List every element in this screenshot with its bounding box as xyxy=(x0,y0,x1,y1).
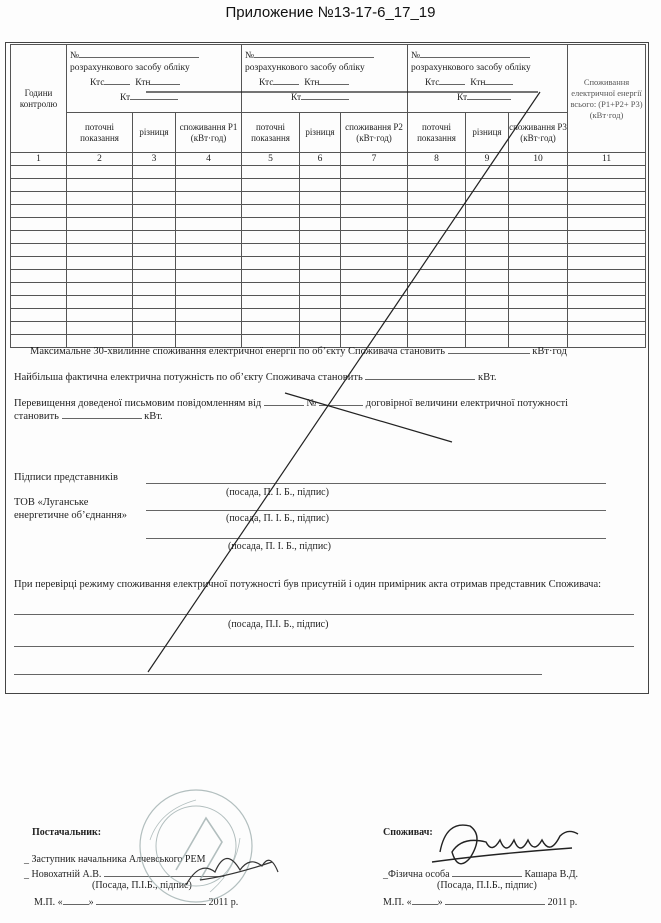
col-number: 6 xyxy=(300,153,341,166)
col-number: 2 xyxy=(67,153,133,166)
col-number: 1 xyxy=(11,153,67,166)
strike-diagonal-line xyxy=(148,92,540,672)
supplier-date: М.П. « » 2011 р. xyxy=(34,894,238,909)
col-number: 9 xyxy=(466,153,509,166)
rep-caption-2: (посада, П. І. Б., підпис) xyxy=(226,513,329,524)
meter-2-header: № розрахункового засобу обліку Ктс Ктн Кт xyxy=(242,45,408,113)
consumer-position: _Фізична особа Кашара В.Д. xyxy=(383,866,578,881)
meter-1-readings-header: поточні показання xyxy=(67,113,133,153)
reps-label: Підписи представників xyxy=(14,472,118,483)
total-consumption-header: Споживання електричної енергії всього: (Р1+Р2+ Р3) (кВт·год) xyxy=(568,45,646,153)
supplier-caption: (Посада, П.І.Б., підпис) xyxy=(92,880,192,891)
meter-3-consumption-header: споживання Р3 (кВт·год) xyxy=(509,113,568,153)
meter-2-readings-header: поточні показання xyxy=(242,113,300,153)
supplier-name: _ Новохатній А.В. xyxy=(24,866,224,881)
strike-cross-line xyxy=(285,393,452,442)
meter-2-diff-header: різниця xyxy=(300,113,341,153)
meter-1-diff-header: різниця xyxy=(133,113,176,153)
col-number: 7 xyxy=(341,153,408,166)
meter-3-diff-header: різниця xyxy=(466,113,509,153)
meter-2-consumption-header: споживання Р2 (кВт·год) xyxy=(341,113,408,153)
rep-caption-3: (посада, П. І. Б., підпис) xyxy=(228,541,331,552)
hours-header: Години контролю xyxy=(11,45,67,153)
consumer-caption-footer: (Посада, П.І.Б., підпис) xyxy=(437,880,537,891)
max30-line: Максимальне 30-хвилинне споживання електричної енергії по об’єкту Споживача становить кВт·год xyxy=(30,343,567,357)
exceed-line-2: становить кВт. xyxy=(14,408,163,422)
document-header: Приложение №13-17-6_17_19 xyxy=(225,4,436,21)
stamp-seal xyxy=(140,790,252,902)
consumer-caption: (посада, П.І. Б., підпис) xyxy=(228,619,329,630)
supplier-title: Постачальник: xyxy=(32,827,102,838)
rep-caption-1: (посада, П. І. Б., підпис) xyxy=(226,487,329,498)
meter-1-header: № розрахункового засобу обліку Ктс Ктн Кт xyxy=(67,45,242,113)
max-power-line: Найбільша фактична електрична потужність по об’єкту Споживача становить кВт. xyxy=(14,369,497,383)
col-number: 4 xyxy=(176,153,242,166)
col-number: 5 xyxy=(242,153,300,166)
exceed-line-1: Перевищення доведеної письмовим повідомленням від № договірної величини електричної потужності xyxy=(14,395,568,409)
col-number: 11 xyxy=(568,153,646,166)
col-number: 3 xyxy=(133,153,176,166)
col-number: 10 xyxy=(509,153,568,166)
col-number: 8 xyxy=(408,153,466,166)
consumer-title: Споживач: xyxy=(383,827,433,838)
meter-3-header: № розрахункового засобу обліку Ктс Ктн Кт xyxy=(408,45,568,113)
consumer-note: При перевірці режиму споживання електричної потужності був присутній і один примірник акта отримав представник Споживача: xyxy=(14,579,602,590)
meter-3-readings-header: поточні показання xyxy=(408,113,466,153)
consumer-signature xyxy=(432,825,578,864)
supplier-position: _ Заступник начальника Алчевського РЕМ xyxy=(24,854,206,865)
meter-1-consumption-header: споживання Р1 (кВт·год) xyxy=(176,113,242,153)
consumer-date: М.П. « » 2011 р. xyxy=(383,894,577,909)
org-name: ТОВ «Луганське енергетичне об’єднання» xyxy=(14,497,127,521)
cancellation-strike xyxy=(146,92,540,672)
